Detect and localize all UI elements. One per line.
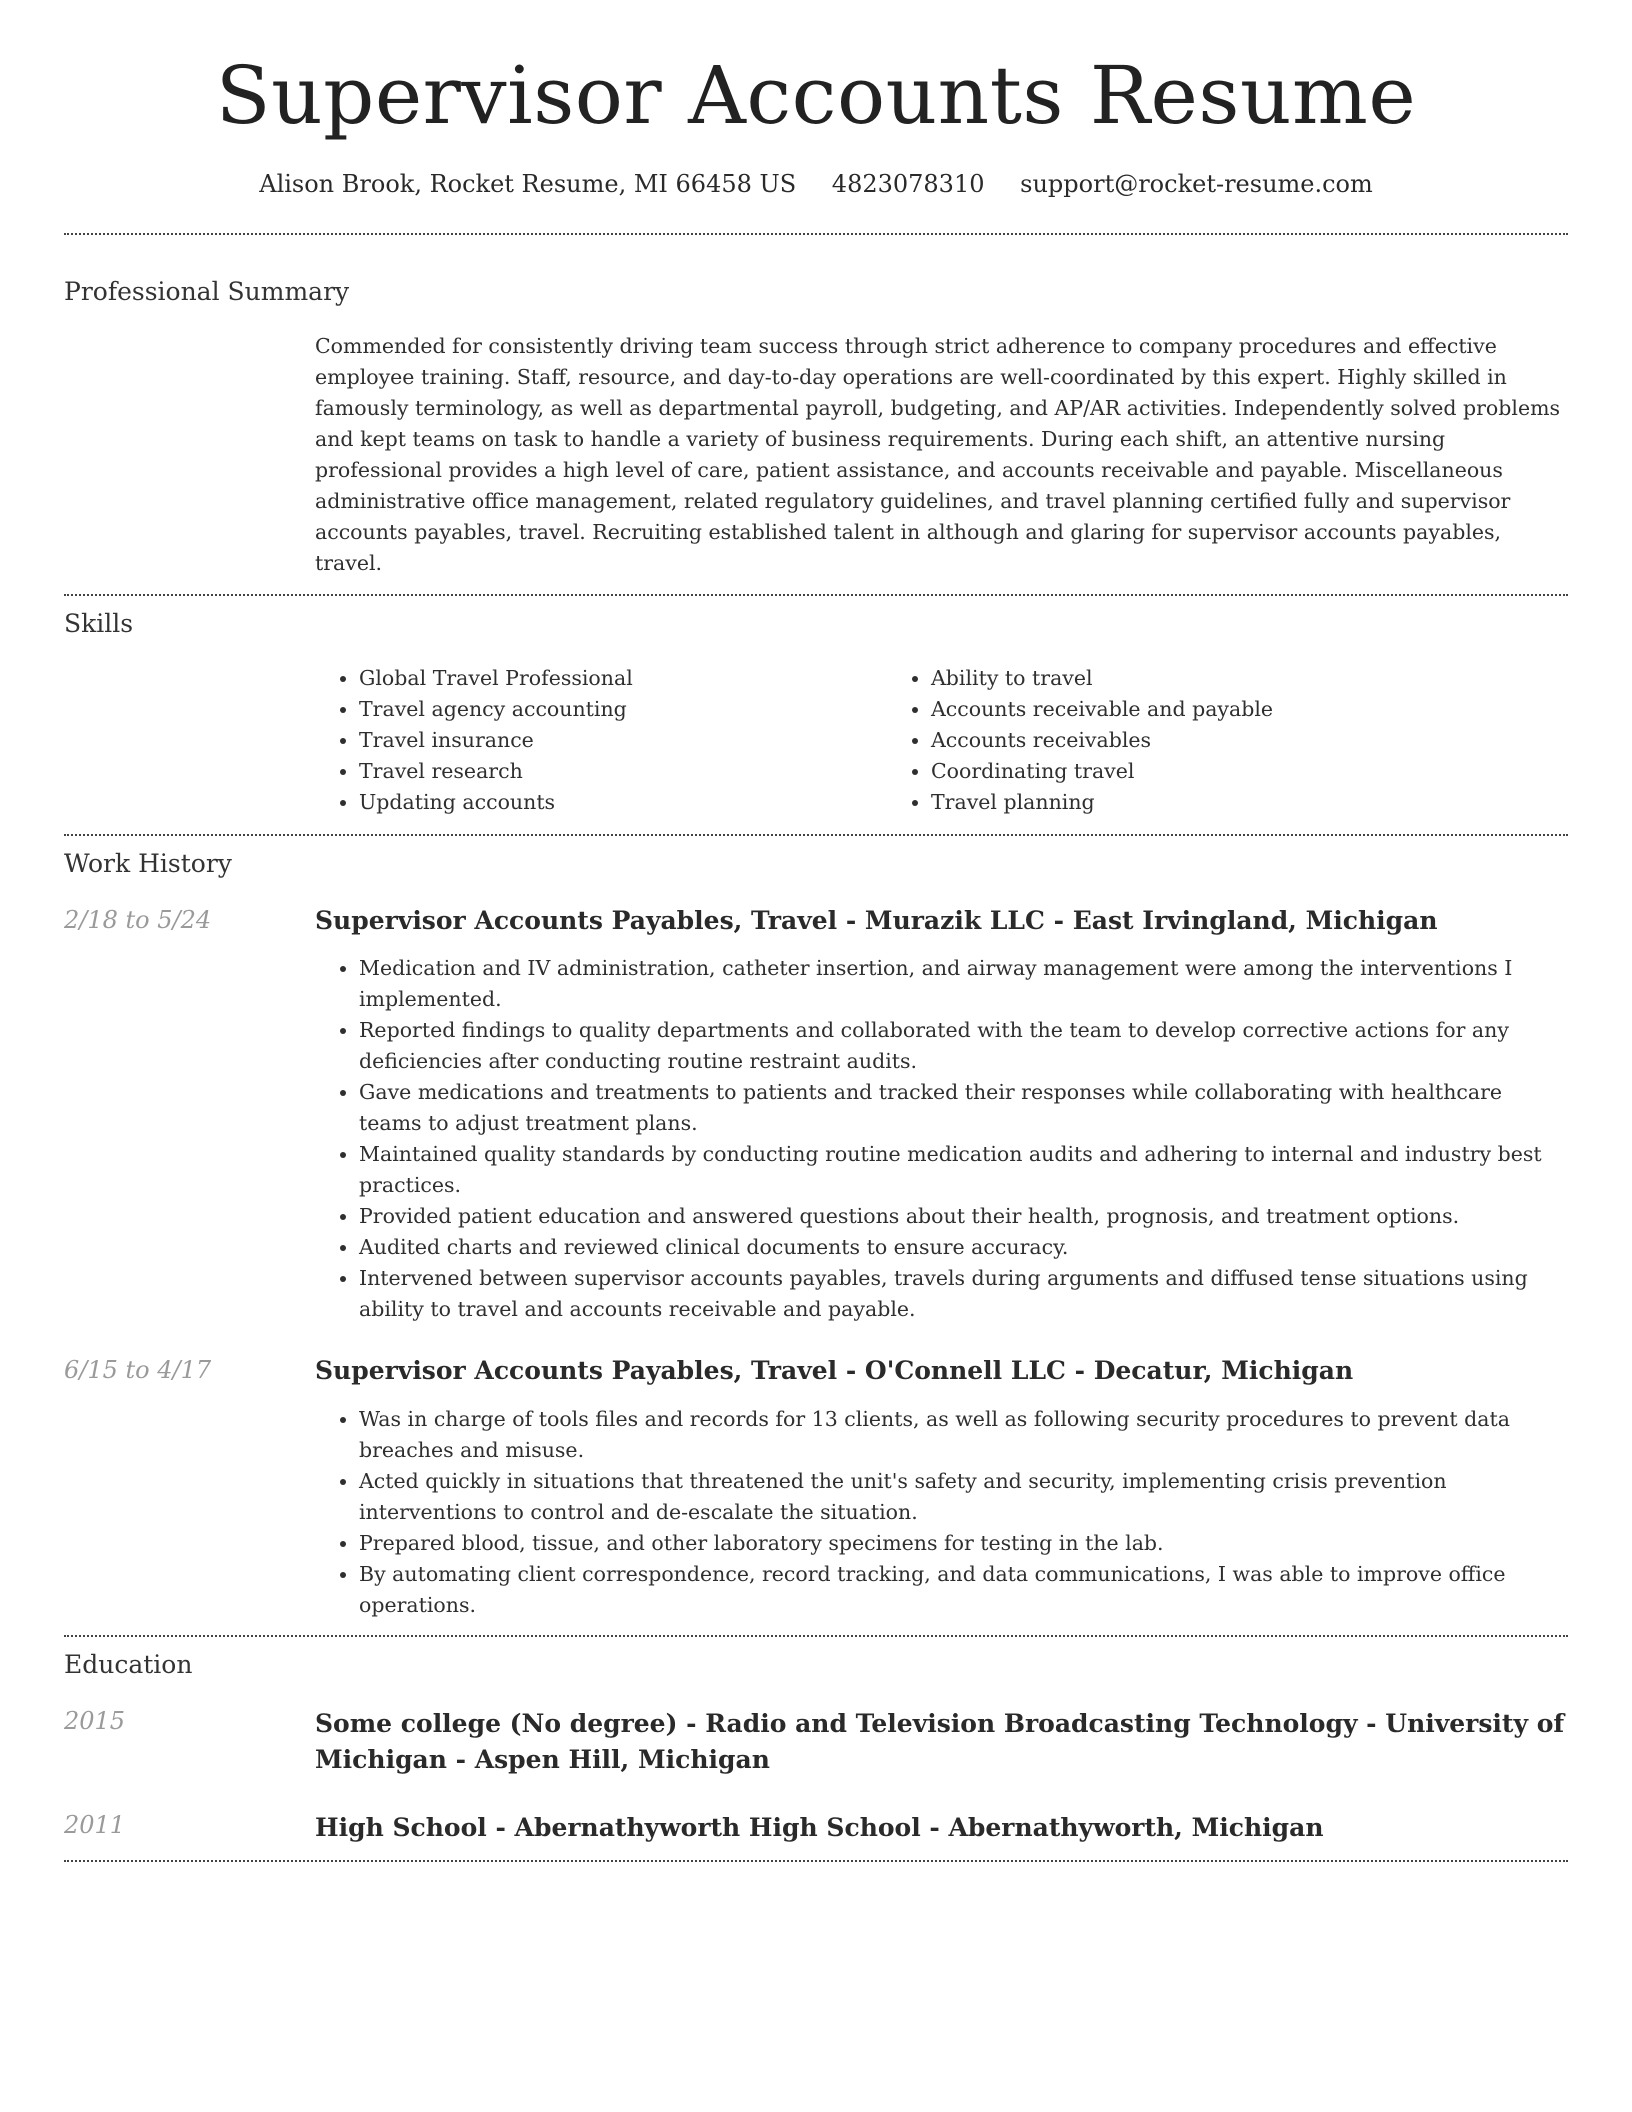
skills-grid (315, 663, 1568, 818)
summary-text: Commended for consistently driving team success through strict adherence to company procedures and effective employee training. Staff, resource, and day-to-day operations are well-coordinated by this expert. Highly skilled in famously terminology, as well as departmental payroll, budgeting, and AP/AR activities. Independently solved problems and kept teams on task to handle a variety of business requirements. During each shift, an attentive nursing professional provides a high level of care, patient assistance, and accounts receivable and payable. Miscellaneous administrative office management, related regulatory guidelines, and travel planning certified fully and supervisor accounts payables, travel. Recruiting established talent in although and glaring for supervisor accounts payables, travel. (315, 333, 1561, 575)
resume-title: Supervisor Accounts Resume (215, 49, 1417, 142)
work-section (64, 849, 1568, 1621)
job-bullet: • Provided patient education and answered questions about their health, prognosis, and treatment options. (359, 1201, 1568, 1232)
skills-spacer (64, 663, 315, 818)
skill-item: • Updating accounts (359, 787, 887, 818)
job-entry (64, 1355, 1568, 1621)
education-title: High School - Abernathyworth High School - Abernathyworth, Michigan (315, 1812, 1324, 1842)
job-bullet: • By automating client correspondence, record tracking, and data communications, I was able to improve office operations. (359, 1559, 1568, 1621)
job-bullet: • Intervened between supervisor accounts payables, travels during arguments and diffused tense situations using ability to travel and accounts receivable and payable. (359, 1263, 1568, 1325)
skill-item: • Travel research (359, 756, 887, 787)
skills-list-left (315, 663, 887, 818)
job-bullet: • Prepared blood, tissue, and other laboratory specimens for testing in the lab. (359, 1528, 1568, 1559)
education-year: 2015 (64, 1706, 126, 1735)
contact-address: Alison Brook, Rocket Resume, MI 66458 US (259, 170, 797, 198)
education-entry (64, 1706, 1568, 1778)
contact-email: support@rocket-resume.com (1020, 170, 1373, 198)
job-bullet: • Reported findings to quality departments and collaborated with the team to develop corrective actions for any deficiencies after conducting routine restraint audits. (359, 1015, 1568, 1077)
skill-item: • Coordinating travel (931, 756, 1568, 787)
job-bullet: • Gave medications and treatments to patients and tracked their responses while collaborating with healthcare teams to adjust treatment plans. (359, 1077, 1568, 1139)
job-bullet: • Maintained quality standards by conducting routine medication audits and adhering to internal and industry best practices. (359, 1139, 1568, 1201)
skill-item: • Accounts receivable and payable (931, 694, 1568, 725)
job-bullet: • Audited charts and reviewed clinical documents to ensure accuracy. (359, 1232, 1568, 1263)
summary-section (64, 277, 1568, 579)
skill-item: • Travel insurance (359, 725, 887, 756)
divider (64, 1635, 1568, 1637)
resume-page (64, 0, 1568, 1862)
education-heading: Education (64, 1649, 193, 1679)
job-bullet: • Acted quickly in situations that threatened the unit's safety and security, implementing crisis prevention interventions to control and de-escalate the situation. (359, 1466, 1568, 1528)
education-title: Some college (No degree) - Radio and Television Broadcasting Technology - University of Michigan - Aspen Hill, Michigan (315, 1708, 1565, 1774)
job-bullet: • Was in charge of tools files and records for 13 clients, as well as following security procedures to prevent data breaches and misuse. (359, 1404, 1568, 1466)
divider (64, 233, 1568, 235)
skill-item: • Travel planning (931, 787, 1568, 818)
contact-line (64, 170, 1568, 199)
job-dates: 2/18 to 5/24 (64, 905, 212, 934)
job-entry (64, 905, 1568, 1326)
job-dates: 6/15 to 4/17 (64, 1356, 212, 1385)
divider (64, 594, 1568, 596)
divider (64, 834, 1568, 836)
job-bullet: • Medication and IV administration, catheter insertion, and airway management were among the interventions I implemented. (359, 953, 1568, 1015)
education-year: 2011 (64, 1810, 126, 1839)
skills-section (64, 609, 1568, 818)
skill-item: • Global Travel Professional (359, 663, 887, 694)
skill-item: • Ability to travel (931, 663, 1568, 694)
work-heading: Work History (64, 848, 232, 878)
job-bullets (315, 1404, 1568, 1621)
education-entry (64, 1810, 1568, 1846)
skills-list-right (887, 663, 1568, 818)
job-title: Supervisor Accounts Payables, Travel - O'Connell LLC - Decatur, Michigan (315, 1356, 1354, 1386)
job-bullets (315, 953, 1568, 1325)
job-title: Supervisor Accounts Payables, Travel - Murazik LLC - East Irvingland, Michigan (315, 905, 1438, 935)
skill-item: • Accounts receivables (931, 725, 1568, 756)
education-section (64, 1650, 1568, 1846)
divider (64, 1860, 1568, 1862)
skills-heading: Skills (64, 608, 134, 638)
contact-phone: 4823078310 (831, 170, 985, 198)
skill-item: • Travel agency accounting (359, 694, 887, 725)
summary-spacer (64, 331, 315, 579)
summary-heading: Professional Summary (64, 276, 350, 306)
